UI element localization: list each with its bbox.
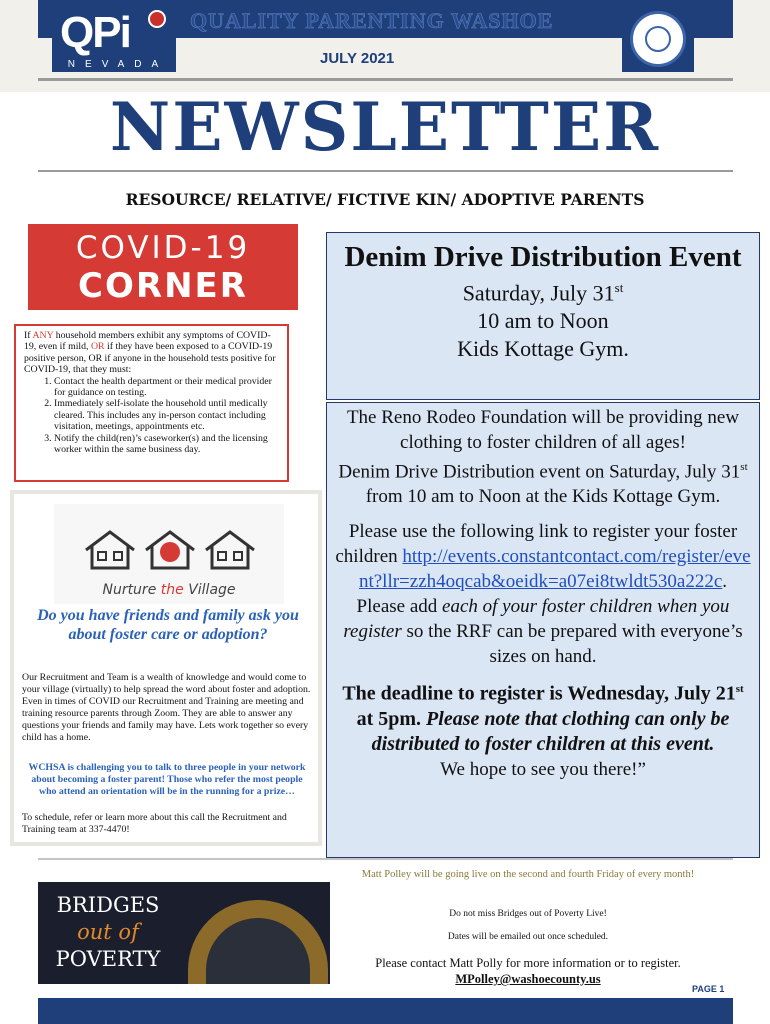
covid-step: 1. Contact the health department or their medical provider for guidance on testing.: [54, 376, 279, 399]
caption-part: Nurture: [102, 582, 161, 598]
denim-p2-sup: st: [740, 461, 748, 473]
denim-p3-text: Please use the following link to register your foster children: [335, 521, 738, 568]
spacer: [333, 509, 753, 519]
deadline-text: at 5pm: [356, 707, 417, 730]
denim-p2-text: from 10 am to Noon at the Kids Kottage Gym.: [365, 486, 721, 508]
divider: [38, 858, 733, 860]
deadline-italic: Please note that clothing can only be distributed to foster children at this event.: [371, 707, 730, 755]
denim-location: Kids Kottage Gym.: [457, 336, 629, 362]
denim-date-sup: st: [614, 280, 624, 295]
covid-step: 2. Immediately self-isolate the household until medically cleared. This includes any in-person contact including visitation, meetings, appointments etc.: [54, 398, 279, 432]
denim-paragraph-1: The Reno Rodeo Foundation will be providing new clothing to foster children of all ages!: [346, 407, 740, 453]
denim-drive-details-box: [326, 402, 760, 858]
deadline-notice: [333, 677, 753, 757]
nurture-village-card: [14, 494, 318, 842]
nurture-body: Our Recruitment and Team is a wealth of knowledge and would come to your village (virtually) to help spread the word about foster and adoption. Even in times of COVID our Recruitment and Training are meeting and training resource parents through Zoom. They are able to answer any questions your friends and family may have. Lets work together so every child has a home.: [22, 672, 311, 743]
divider: [38, 170, 733, 172]
bridges-dates-note: Dates will be emailed out once scheduled.: [447, 932, 609, 942]
bridge-arch-icon: [188, 900, 328, 984]
page-number: PAGE 1: [692, 984, 725, 994]
divider: [38, 78, 733, 81]
caption-part: the: [160, 582, 184, 598]
issue-date: JULY 2021: [320, 50, 395, 67]
nurture-caption: [54, 582, 284, 598]
logo-figure-icon: [148, 10, 166, 28]
bridges-logo-line: BRIDGES: [56, 893, 160, 917]
denim-p3-italic: each of your foster children when you register: [343, 596, 730, 643]
nurture-contact: To schedule, refer or learn more about this call the Recruitment and Training team at 337-4470!: [22, 812, 287, 835]
bridges-contact: Please contact Matt Polly for more information or to register.: [375, 956, 681, 970]
covid-guidance-box: [14, 324, 289, 482]
page-title: NEWSLETTER: [109, 88, 661, 166]
washoe-county-seal: [622, 6, 694, 72]
denim-p3-text: . Please add: [356, 571, 728, 618]
denim-title: Denim Drive Distribution Event: [344, 241, 742, 273]
covid-intro-or: OR: [90, 341, 105, 353]
bridges-logo-line: out of: [77, 920, 139, 944]
deadline-text: .: [416, 707, 427, 730]
deadline-text: The deadline to register is Wednesday, July 21: [342, 682, 736, 705]
bridges-logo-line: POVERTY: [55, 947, 161, 971]
covid-step: 3. Notify the child(ren)’s caseworker(s) and the licensing worker within the same business day.: [54, 433, 279, 456]
covid-intro-any: ANY: [32, 330, 54, 341]
denim-p2-text: Denim Drive Distribution event on Saturday, July 31: [338, 461, 741, 483]
denim-paragraph-3: [333, 519, 753, 669]
denim-p3-text: so the RRF can be prepared with everyone’s sizes on hand.: [401, 621, 743, 668]
audience-subtitle: RESOURCE/ RELATIVE/ FICTIVE KIN/ ADOPTIVE PARENTS: [125, 190, 645, 209]
covid-banner-line1: COVID-19: [75, 230, 251, 266]
denim-drive-header-box: [326, 232, 760, 400]
nurture-village-panel: [10, 490, 322, 846]
deadline-sup: st: [735, 683, 744, 696]
covid-intro-text: household members exhibit any symptoms of COVID-19, even if mild,: [24, 330, 271, 353]
denim-closing: We hope to see you there!”: [440, 758, 646, 780]
bridges-reminder: Do not miss Bridges out of Poverty Live!: [449, 909, 607, 919]
denim-date-text: Saturday, July 31: [462, 280, 615, 306]
registration-link[interactable]: http://events.constantcontact.com/register/event?llr=zzh4oqcab&oeidk=a07ei8twldt530a222c: [358, 546, 751, 593]
seal-emblem-icon: [645, 26, 671, 52]
bridges-live-note: Matt Polley will be going live on the second and fourth Friday of every month!: [361, 869, 695, 880]
house-icon: [84, 530, 136, 570]
bridges-out-of-poverty-logo: [38, 882, 330, 984]
qpi-nevada-logo: [52, 6, 176, 72]
bridges-logo-text: [44, 892, 172, 973]
covid-steps-list: [24, 376, 279, 456]
nurture-question: Do you have friends and family ask you about foster care or adoption?: [37, 607, 299, 643]
covid-corner-banner: [28, 224, 298, 310]
house-heart-icon: [144, 530, 196, 570]
denim-time: 10 am to Noon: [477, 308, 609, 334]
nurture-challenge: WCHSA is challenging you to talk to three people in your network about becoming a foster parent! Those who refer the most people who attend an orientation will be in the running for a prize…: [28, 762, 306, 797]
logo-subtext: NEVADA: [67, 59, 169, 70]
house-icon: [204, 530, 256, 570]
footer-bar: [38, 998, 733, 1024]
contact-email-link[interactable]: MPolley@washoecounty.us: [455, 972, 601, 986]
covid-intro-text: If: [24, 330, 33, 341]
caption-part: Village: [183, 582, 236, 598]
org-title: QUALITY PARENTING WASHOE: [190, 8, 554, 33]
seal-ring-icon: [630, 11, 686, 67]
logo-letters: QPi: [60, 8, 130, 57]
covid-intro-text: if they have been exposed to a COVID-19 positive person, OR if anyone in the household tests positive for COVID-19, that they must:: [24, 341, 276, 376]
denim-paragraph-2: [333, 455, 753, 509]
covid-banner-line2: CORNER: [78, 266, 248, 306]
covid-intro: [24, 330, 279, 376]
denim-date: [327, 274, 759, 307]
